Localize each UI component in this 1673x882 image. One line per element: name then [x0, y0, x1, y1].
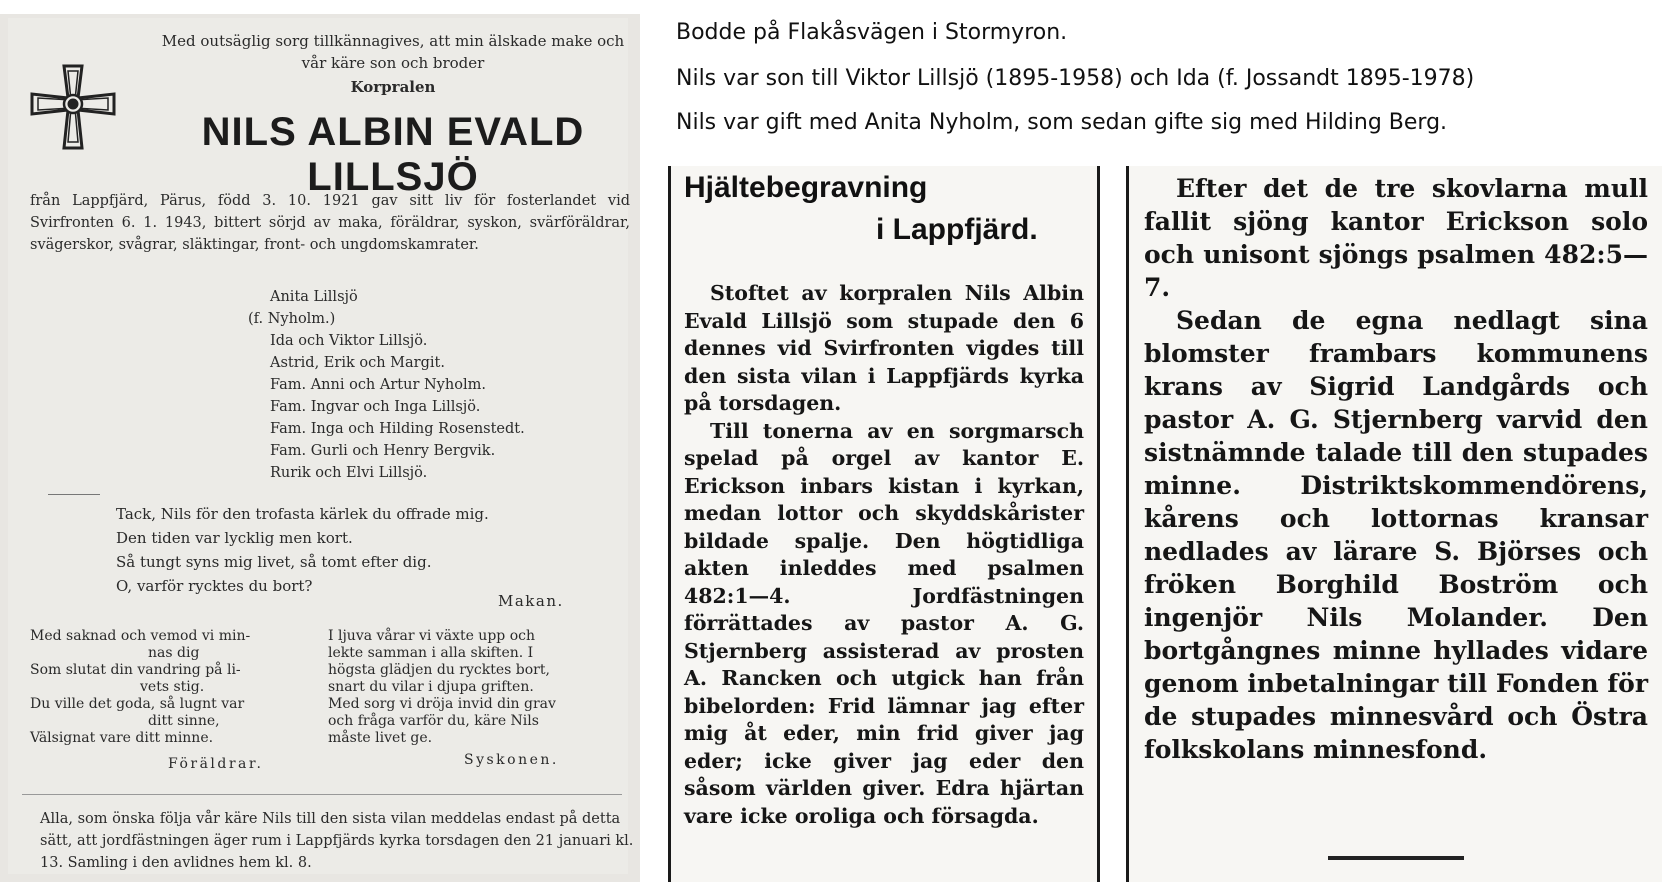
notice-rank: Korpralen: [350, 78, 436, 96]
death-notice-paper: [8, 18, 634, 874]
news-clipping-1: [668, 166, 1100, 882]
poem-line: Du ville det goda, så lugnt var: [30, 696, 245, 712]
caption-residence: Bodde på Flakåsvägen i Stormyron.: [676, 20, 1068, 45]
poem-wife: [116, 502, 489, 598]
caption-parents: Nils var son till Viktor Lillsjö (1895-1958) och Ida (f. Jossandt 1895-1978): [676, 66, 1475, 91]
poem-siblings: [328, 628, 628, 747]
poem-line: och fråga varför du, käre Nils: [328, 713, 539, 729]
notice-intro: från Lappfjärd, Pärus, född 3. 10. 1921 gav sitt liv för fosterlandet vid Svirfronten 6. 1. 1943, bittert sörjd av maka, föräldrar, syskon, svärföräldrar, svägerskor, svågrar, släktingar, front- och ungdomskamrater.: [30, 193, 630, 253]
article-body: [684, 280, 1084, 830]
column-rule: [668, 166, 671, 882]
poem-line: nas dig: [148, 645, 200, 661]
poem-line: högsta glädjen du rycktes bort,: [328, 662, 550, 678]
poem-siblings-signature: Syskonen.: [464, 752, 559, 768]
poem-line: O, varför rycktes du bort?: [116, 577, 313, 595]
poem-parents-signature: Föräldrar.: [168, 756, 264, 772]
notice-header: Med outsäglig sorg tillkännagives, att min älskade make och vår käre son och broder: [161, 32, 625, 72]
article-paragraph: Till tonerna av en sorgmarsch spelad på orgel av kantor E. Erickson inbars kistan i kyrkan, medan lottor och skyddskårister bildade spalje. Den högtidliga akten inleddes med psalmen 482:1—4. Jordfästningen förrättades av pastor A. G. Stjernberg assisterad av prosten A. Rancken och utgick han från bibelorden: Frid lämnar jag efter mig åt eder, min frid giver jag eder; icke giver jag eder den såsom världen giver. Edra hjärtan vare icke oroliga och försagda.: [684, 418, 1084, 828]
divider: [22, 794, 622, 795]
poem-line: måste livet ge.: [328, 730, 433, 746]
funeral-announcement: Alla, som önska följa vår käre Nils till den sista vilan meddelas endast på detta sätt, att jordfästningen äger rum i Lappfjärds kyrka torsdagen den 21 januari kl. 13. Samling i den avlidnes hem kl. 8.: [40, 811, 634, 871]
column-rule: [1097, 166, 1100, 882]
article-paragraph: Sedan de egna nedlagt sina blomster frambars kommunens krans av Sigrid Landgårds och pastor A. G. Stjernberg varvid den sistnämnde talade till den stupades minne. Distriktskommendörens, kårens och lottornas kransar nedlades av lärare S. Björses och fröken Borghild Boström och ingenjör Nils Molander. Den bortgångnes minne hyllades vidare genom inbetalningar till Fonden för de stupades minnesvård och Östra folkskolans minnesfond.: [1144, 306, 1648, 764]
poem-line: Tack, Nils för den trofasta kärlek du offrade mig.: [116, 505, 489, 523]
article-body-continued: [1144, 172, 1648, 766]
poem-line: Välsignat vare ditt minne.: [30, 730, 214, 746]
mourner: Anita Lillsjö: [270, 289, 358, 305]
mourners-list: [248, 286, 525, 484]
poem-line: Med sorg vi dröja invid din grav: [328, 696, 556, 712]
poem-line: lekte samman i alla skiften. I: [328, 645, 534, 661]
article-end-rule: [1328, 856, 1464, 860]
poem-wife-signature: Makan.: [498, 592, 564, 610]
article-headline-line2: i Lappfjärd.: [876, 213, 1038, 246]
mourner: Ida och Viktor Lillsjö.: [270, 333, 428, 349]
poem-line: I ljuva vårar vi växte upp och: [328, 628, 535, 644]
caption-marriage: Nils var gift med Anita Nyholm, som sedan gifte sig med Hilding Berg.: [676, 110, 1448, 135]
poem-line: Den tiden var lycklig men kort.: [116, 529, 353, 547]
mourner: Fam. Anni och Artur Nyholm.: [270, 377, 486, 393]
news-clipping-2: [1126, 166, 1662, 882]
mourner: Fam. Inga och Hilding Rosenstedt.: [270, 421, 525, 437]
mourner: Rurik och Elvi Lillsjö.: [270, 465, 428, 481]
article-paragraph: Efter det de tre skovlarna mull fallit sjöng kantor Erickson solo och unisont sjöngs psalmen 482:5—7.: [1144, 174, 1648, 302]
article-paragraph: Stoftet av korpralen Nils Albin Evald Lillsjö som stupade den 6 dennes vid Svirfronten vigdes till den sista vilan i Lappfjärds kyrka på torsdagen.: [684, 281, 1084, 415]
memorial-cross-icon: [28, 62, 118, 152]
mourner: Fam. Gurli och Henry Bergvik.: [270, 443, 496, 459]
poem-line: Med saknad och vemod vi min-: [30, 628, 251, 644]
mourner: Astrid, Erik och Margit.: [270, 355, 445, 371]
poem-line: vets stig.: [140, 679, 205, 695]
poem-line: Så tungt syns mig livet, så tomt efter dig.: [116, 553, 432, 571]
mourner: Fam. Ingvar och Inga Lillsjö.: [270, 399, 481, 415]
poem-parents: [30, 628, 310, 747]
deceased-name: NILS ALBIN EVALD LILLSJÖ: [201, 110, 585, 199]
column-rule: [1126, 166, 1129, 882]
mourner: (f. Nyholm.): [248, 311, 336, 327]
poem-line: Som slutat din vandring på li-: [30, 662, 241, 678]
poem-line: snart du vilar i djupa griften.: [328, 679, 534, 695]
poem-line: ditt sinne,: [148, 713, 220, 729]
death-notice: [0, 14, 640, 882]
article-headline: Hjältebegravning: [684, 171, 928, 204]
divider: [48, 494, 100, 495]
